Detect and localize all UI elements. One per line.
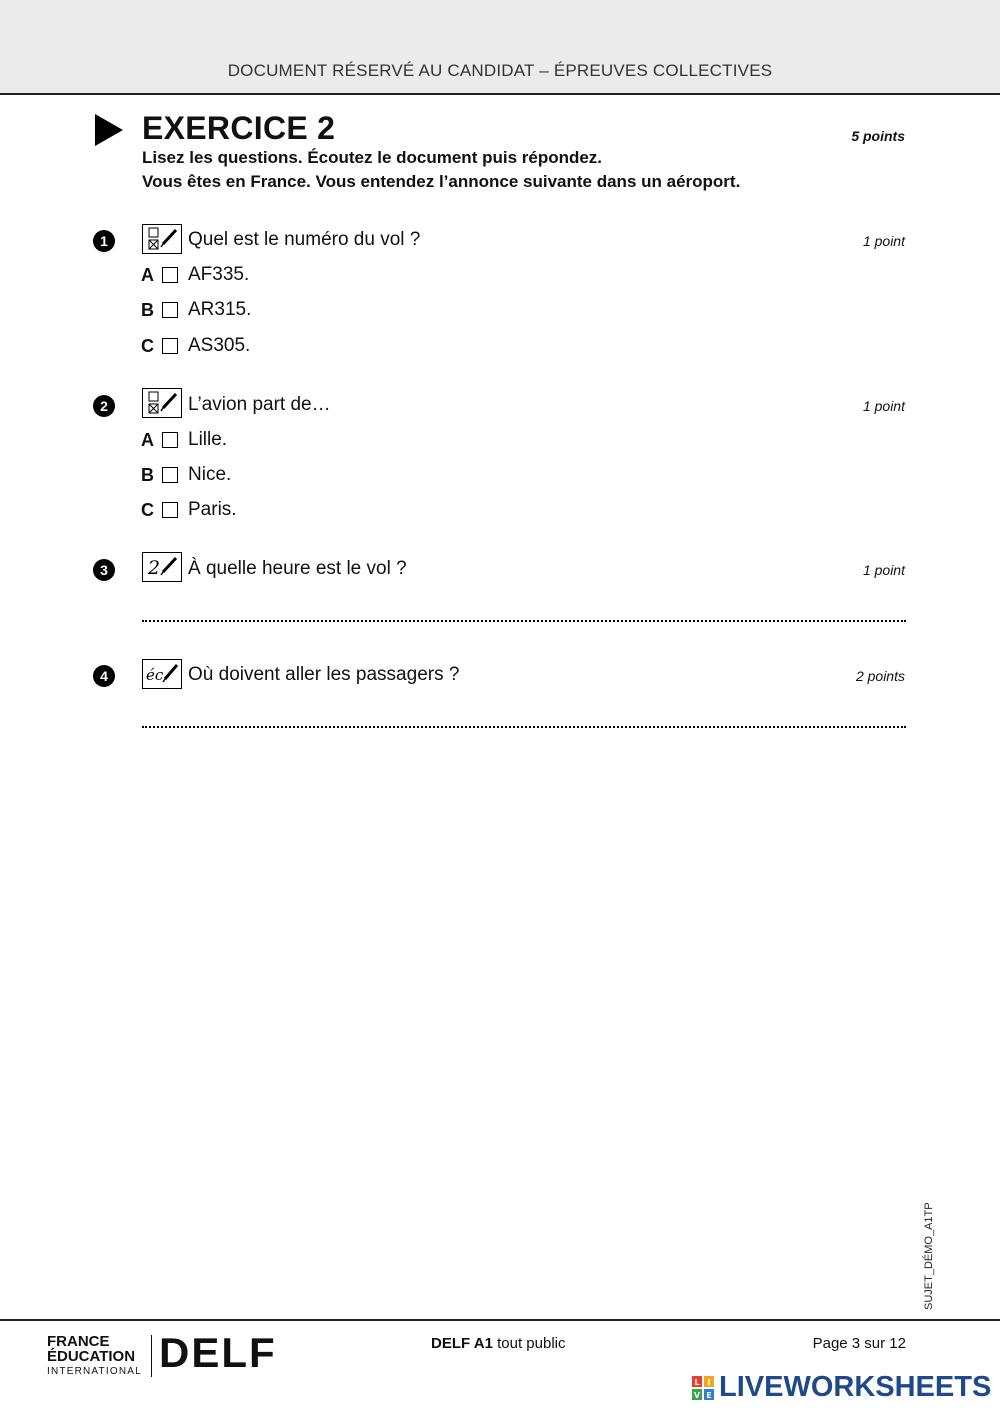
logo-line-3: INTERNATIONAL bbox=[47, 1366, 142, 1377]
write-icon-text: éc bbox=[146, 666, 164, 684]
option-text: AS305. bbox=[188, 335, 251, 356]
logo-line-2: ÉDUCATION bbox=[47, 1348, 136, 1365]
question-2-text: L’avion part de… bbox=[188, 394, 331, 415]
exam-level-rest: tout public bbox=[492, 1335, 566, 1352]
liveworksheets-logo-icon bbox=[692, 1376, 714, 1400]
q2-option-b-checkbox[interactable] bbox=[162, 467, 178, 483]
page-number: Page 3 sur 12 bbox=[812, 1335, 906, 1352]
question-4-points: 2 points bbox=[855, 668, 905, 684]
instruction-line-2: Vous êtes en France. Vous entendez l’annonce suivante dans un aéroport. bbox=[142, 172, 741, 191]
question-2-points: 1 point bbox=[862, 398, 905, 414]
option-letter: B bbox=[141, 300, 154, 320]
header-title: DOCUMENT RÉSERVÉ AU CANDIDAT – ÉPREUVES COLLECTIVES bbox=[227, 61, 773, 80]
question-2-number: 2 bbox=[93, 395, 115, 417]
option-text: AF335. bbox=[188, 264, 250, 285]
france-education-logo bbox=[47, 1334, 142, 1379]
answer-line-q4[interactable] bbox=[142, 726, 906, 728]
option-text: Lille. bbox=[188, 429, 228, 450]
question-3-points: 1 point bbox=[862, 562, 905, 578]
play-arrow-icon bbox=[95, 114, 123, 146]
logo-letter: E bbox=[706, 1391, 712, 1400]
checkbox-pencil-icon bbox=[142, 224, 182, 254]
footer-divider bbox=[0, 1319, 1000, 1321]
liveworksheets-watermark: LIVEWORKSHEETS bbox=[719, 1371, 992, 1403]
number-icon-text: 2 bbox=[148, 557, 161, 579]
option-letter: B bbox=[141, 465, 154, 485]
option-text: Paris. bbox=[188, 499, 237, 520]
exercise-points: 5 points bbox=[851, 128, 905, 144]
logo-letter: V bbox=[693, 1391, 701, 1400]
logo-letter: I bbox=[707, 1378, 711, 1387]
option-letter: C bbox=[141, 500, 154, 520]
exercise-title: EXERCICE 2 bbox=[142, 110, 336, 146]
option-text: AR315. bbox=[188, 299, 252, 320]
logo-line-1: FRANCE bbox=[47, 1333, 110, 1350]
q1-option-b-checkbox[interactable] bbox=[162, 302, 178, 318]
option-letter: C bbox=[141, 336, 154, 356]
exam-level-bold: DELF A1 bbox=[431, 1335, 493, 1352]
q2-option-a-checkbox[interactable] bbox=[162, 432, 178, 448]
option-text: Nice. bbox=[188, 464, 232, 485]
header-band bbox=[0, 0, 1000, 95]
q2-option-c-checkbox[interactable] bbox=[162, 502, 178, 518]
question-3-number: 3 bbox=[93, 559, 115, 581]
logo-letter: L bbox=[694, 1378, 700, 1387]
question-4-number: 4 bbox=[93, 665, 115, 687]
q1-option-c-checkbox[interactable] bbox=[162, 338, 178, 354]
q1-option-a-checkbox[interactable] bbox=[162, 267, 178, 283]
number-pencil-icon bbox=[142, 552, 182, 582]
write-pencil-icon bbox=[142, 659, 182, 689]
logo-separator bbox=[151, 1335, 152, 1377]
exam-level bbox=[431, 1335, 566, 1352]
delf-logo: DELF bbox=[159, 1329, 277, 1376]
question-3-text: À quelle heure est le vol ? bbox=[188, 558, 407, 579]
answer-line-q3[interactable] bbox=[142, 620, 906, 622]
question-4-text: Où doivent aller les passagers ? bbox=[188, 664, 460, 685]
document-code: SUJET_DÉMO_A1TP bbox=[923, 1202, 935, 1310]
question-1-text: Quel est le numéro du vol ? bbox=[188, 229, 421, 250]
option-letter: A bbox=[141, 430, 154, 450]
instruction-line-1: Lisez les questions. Écoutez le document puis répondez. bbox=[142, 148, 603, 167]
option-letter: A bbox=[141, 265, 154, 285]
checkbox-pencil-icon bbox=[142, 388, 182, 418]
question-1-points: 1 point bbox=[862, 233, 905, 249]
question-1-number: 1 bbox=[93, 230, 115, 252]
